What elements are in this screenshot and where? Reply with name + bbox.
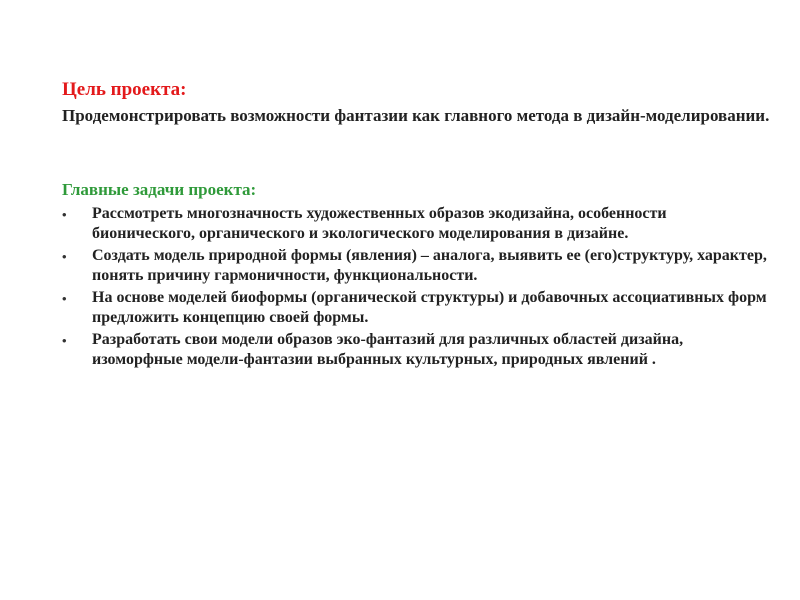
- bullet-icon: •: [62, 333, 67, 348]
- bullet-icon: •: [62, 249, 67, 264]
- bullet-icon: •: [62, 291, 67, 306]
- task-item: [62, 288, 772, 328]
- task-item: [62, 246, 772, 286]
- task-item: [62, 330, 772, 370]
- task-item: [62, 204, 772, 244]
- task-text: Рассмотреть многозначность художественных образов экодизайна, особенности бионического, органического и экологического моделирования в дизайне.: [92, 205, 667, 242]
- tasks-list: [62, 204, 772, 372]
- bullet-icon: •: [62, 207, 67, 222]
- task-text: Создать модель природной формы (явления) – аналога, выявить ее (его)структуру, характер, понять причину гармоничности, функциональности.: [92, 247, 767, 284]
- tasks-heading: Главные задачи проекта:: [62, 180, 257, 199]
- goal-text: Продемонстрировать возможности фантазии как главного метода в дизайн-моделировании.: [62, 106, 770, 125]
- task-text: Разработать свои модели образов эко-фантазий для различных областей дизайна, изоморфные модели-фантазии выбранных культурных, природных явлений .: [92, 331, 684, 368]
- goal-heading: Цель проекта:: [62, 79, 187, 100]
- task-text: На основе моделей биоформы (органической структуры) и добавочных ассоциативных форм предложить концепцию своей формы.: [92, 289, 767, 326]
